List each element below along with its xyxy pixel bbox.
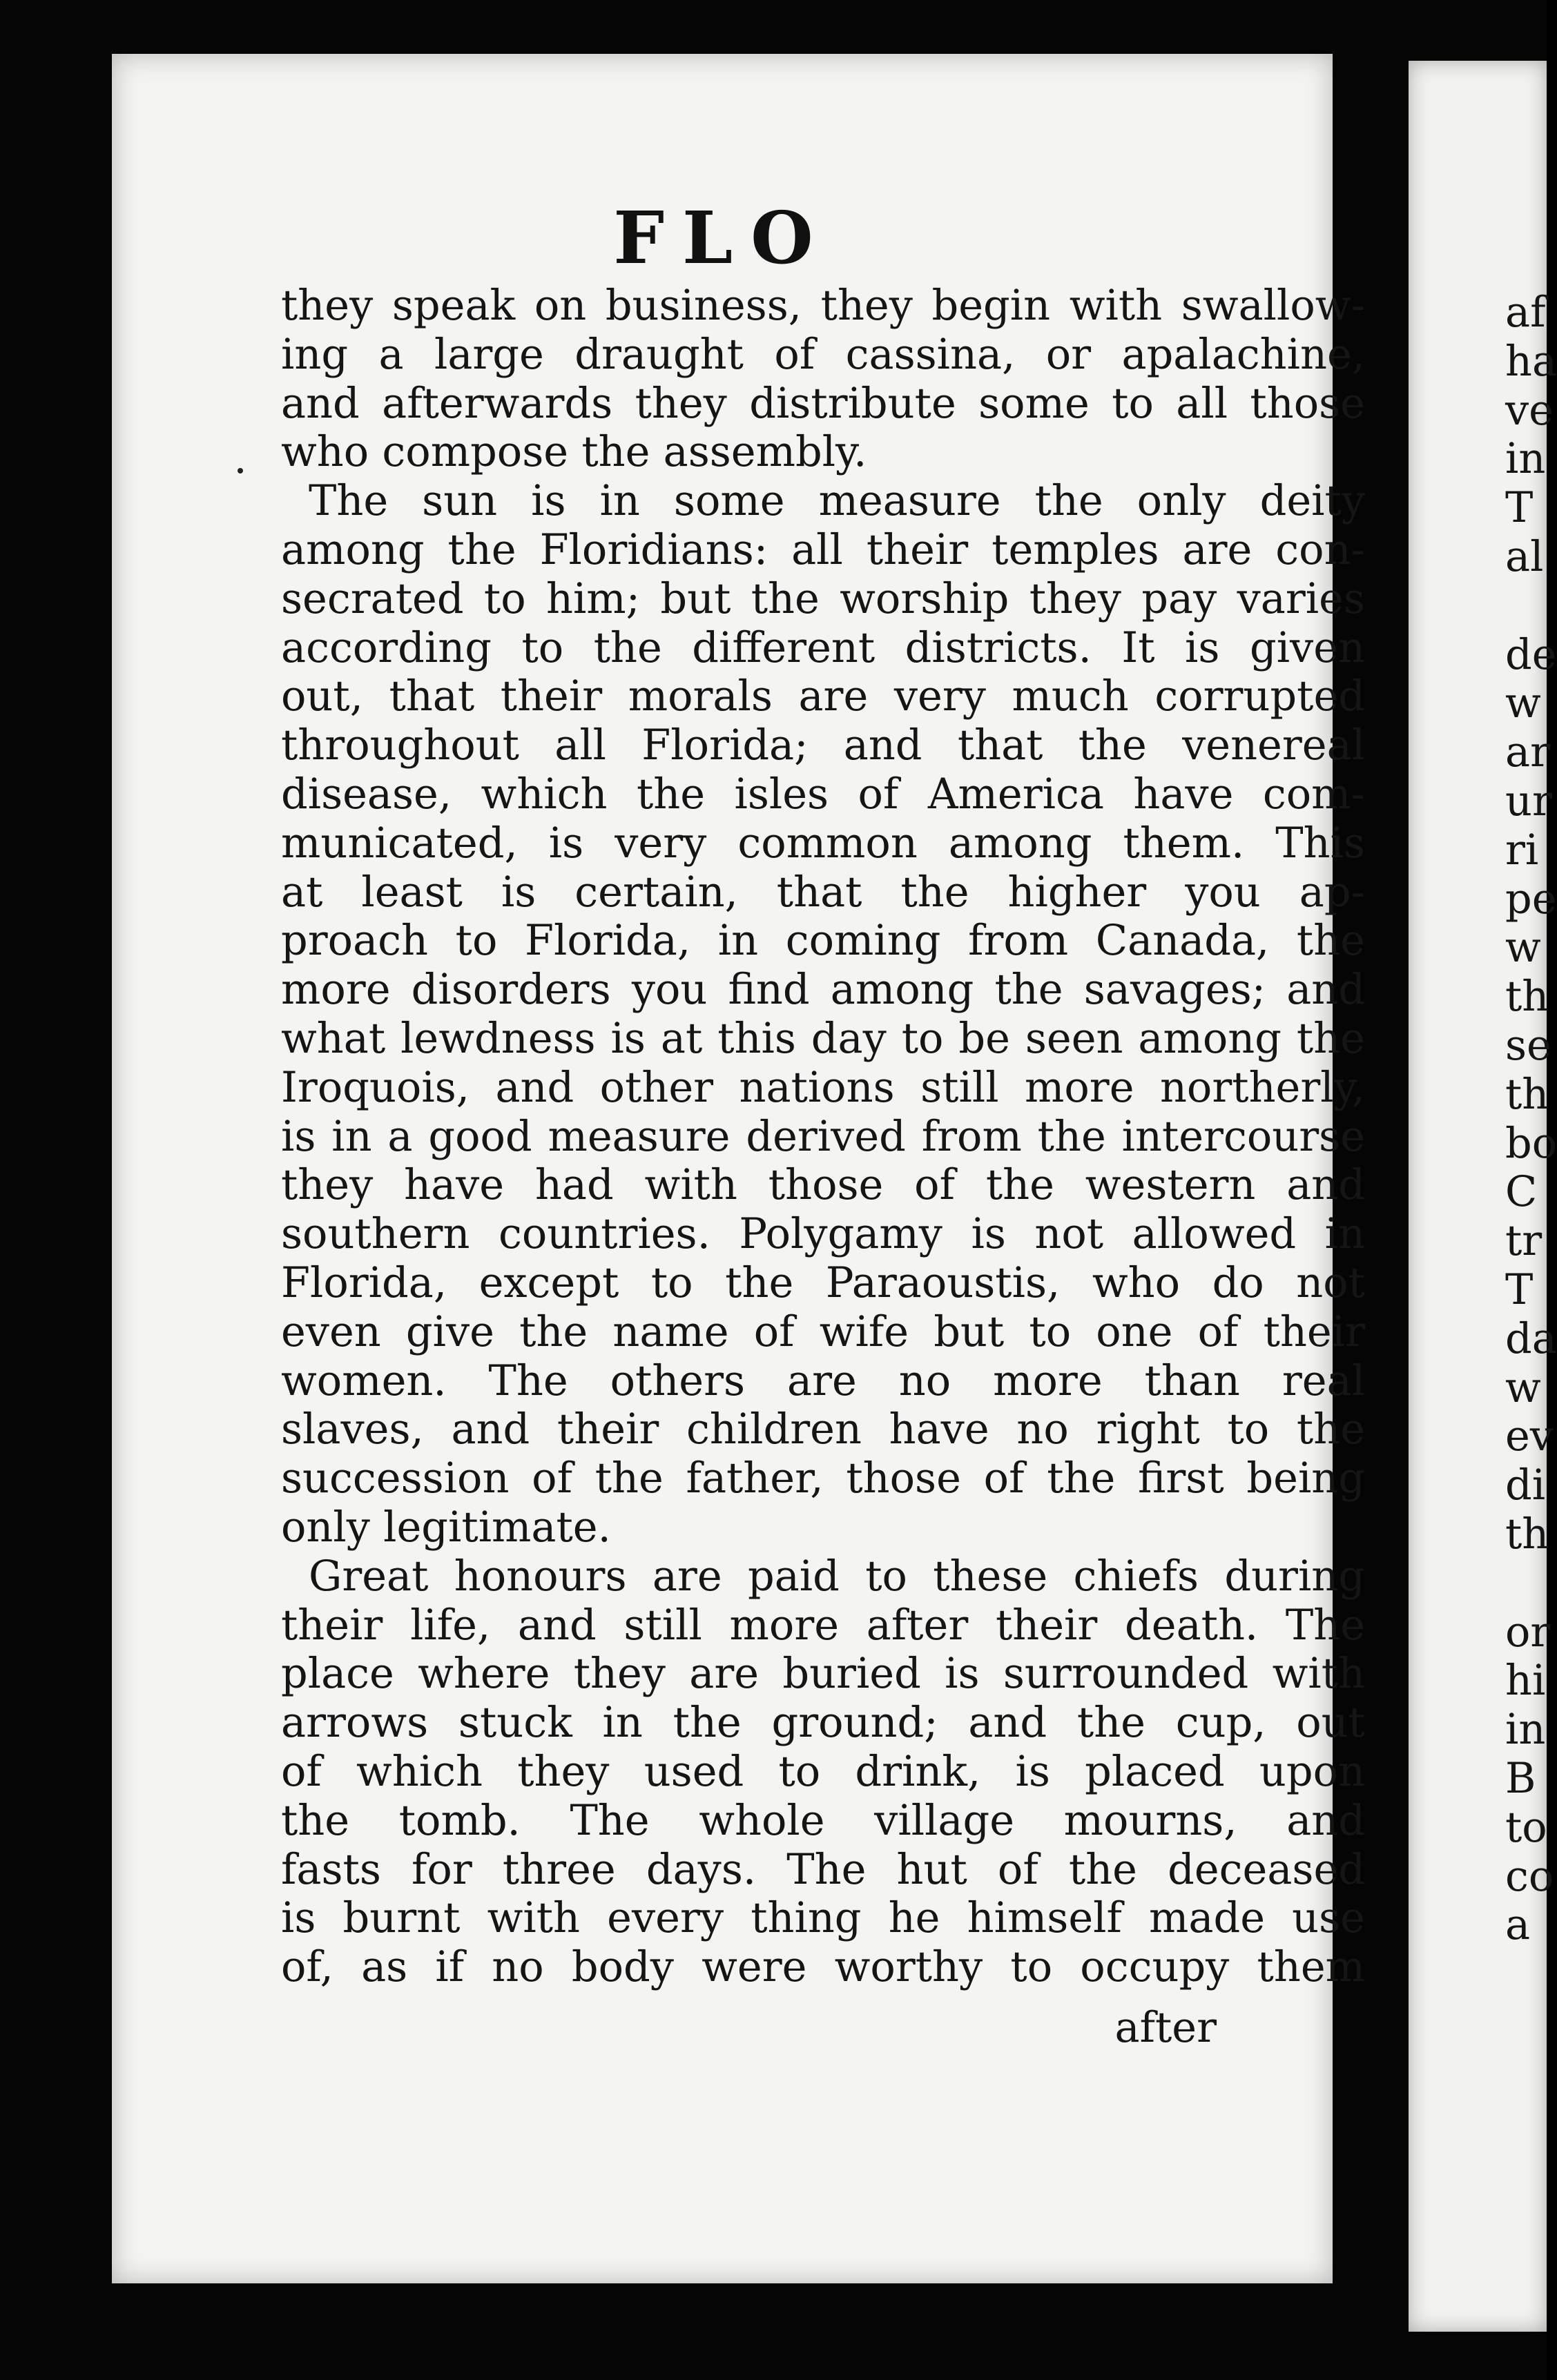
text-line: place where they are buried is surrounded with: [281, 1650, 1365, 1699]
text-line: only legitimate.: [281, 1503, 611, 1552]
text-line: Iroquois, and other nations still more northerly,: [281, 1063, 1365, 1112]
text-line: proach to Florida, in coming from Canada, the: [281, 917, 1365, 966]
facing-line: tr: [1505, 1217, 1543, 1266]
text-line: throughout all Florida; and that the venereal: [281, 721, 1365, 770]
text-line: of which they used to drink, is placed upon: [281, 1747, 1365, 1796]
facing-line: se: [1505, 1021, 1551, 1070]
text-line: out, that their morals are very much corrupted: [281, 672, 1365, 721]
facing-line: B: [1505, 1754, 1536, 1803]
text-line: what lewdness is at this day to be seen among the: [281, 1014, 1365, 1063]
text-line: secrated to him; but the worship they pay varies: [281, 574, 1365, 623]
text-line: ing a large draught of cassina, or apalachine,: [281, 330, 1365, 379]
facing-line: di: [1505, 1461, 1546, 1510]
text-line: is in a good measure derived from the intercourse: [281, 1112, 1365, 1161]
left-page: [112, 54, 1365, 2283]
text-line: southern countries. Polygamy is not allowed in: [281, 1210, 1365, 1259]
catchword: after: [1114, 2004, 1217, 2052]
facing-line: to: [1505, 1803, 1547, 1852]
facing-line: co: [1505, 1852, 1554, 1901]
text-line: is burnt with every thing he himself made use: [281, 1894, 1365, 1943]
facing-line: af: [1505, 289, 1546, 337]
facing-line: bo: [1505, 1119, 1557, 1168]
text-line: among the Floridians: all their temples are con-: [281, 525, 1365, 574]
facing-line: [1409, 1559, 1547, 1608]
facing-line: ur: [1505, 777, 1552, 826]
facing-line: in: [1505, 1706, 1546, 1755]
facing-line: or: [1505, 1608, 1551, 1657]
text-line: the tomb. The whole village mourns, and: [281, 1796, 1365, 1845]
text-line: they speak on business, they begin with swallow-: [281, 282, 1365, 330]
facing-line: T: [1505, 1265, 1534, 1314]
text-line: they have had with those of the western and: [281, 1161, 1365, 1210]
facing-line: ev: [1505, 1412, 1554, 1461]
running-title: FLO: [613, 195, 831, 280]
facing-line: C: [1505, 1168, 1538, 1217]
facing-line: in: [1505, 435, 1546, 484]
facing-line: [1409, 582, 1547, 631]
text-line: even give the name of wife but to one of their: [281, 1307, 1365, 1356]
text-line: and afterwards they distribute some to all those: [281, 379, 1365, 428]
text-line: The sun is in some measure the only deity: [309, 477, 1365, 526]
text-line: of, as if no body were worthy to occupy them: [281, 1943, 1365, 1992]
facing-line: pe: [1505, 875, 1557, 924]
text-line: disease, which the isles of America have com-: [281, 770, 1365, 819]
facing-line: de: [1505, 630, 1557, 679]
facing-line: ar: [1505, 728, 1550, 777]
text-line: arrows stuck in the ground; and the cup, out: [281, 1699, 1365, 1748]
facing-line: da: [1505, 1314, 1557, 1363]
facing-line: a: [1505, 1901, 1531, 1950]
facing-page-text: [1409, 289, 1557, 1950]
facing-line: ri: [1505, 826, 1539, 875]
facing-line: al: [1505, 532, 1544, 581]
text-line: more disorders you find among the savages; and: [281, 966, 1365, 1015]
facing-line: w: [1505, 1363, 1541, 1412]
facing-line: w: [1505, 679, 1541, 728]
facing-line: th: [1505, 973, 1549, 1022]
facing-line: ha: [1505, 337, 1557, 386]
text-line: Great honours are paid to these chiefs during: [309, 1552, 1365, 1601]
facing-line: th: [1505, 1510, 1549, 1559]
text-line: slaves, and their children have no right to the: [281, 1405, 1365, 1454]
text-line: Florida, except to the Paraoustis, who do not: [281, 1258, 1365, 1307]
text-line: women. The others are no more than real: [281, 1356, 1365, 1405]
text-line: succession of the father, those of the first being: [281, 1454, 1365, 1503]
text-line: who compose the assembly.: [281, 428, 867, 477]
text-line: according to the different districts. It is given: [281, 623, 1365, 672]
body-text: [281, 282, 1365, 1992]
text-line: fasts for three days. The hut of the deceased: [281, 1845, 1365, 1894]
facing-line: w: [1505, 924, 1541, 973]
facing-line: hi: [1505, 1657, 1546, 1706]
facing-page: [1409, 61, 1557, 2332]
facing-line: T: [1505, 484, 1534, 533]
text-line: municated, is very common among them. This: [281, 819, 1365, 868]
facing-line: th: [1505, 1070, 1549, 1119]
text-line: at least is certain, that the higher you ap-: [281, 868, 1365, 917]
ink-speck: [238, 468, 243, 474]
facing-line: ve: [1505, 386, 1554, 435]
text-line: their life, and still more after their death. The: [281, 1601, 1365, 1650]
